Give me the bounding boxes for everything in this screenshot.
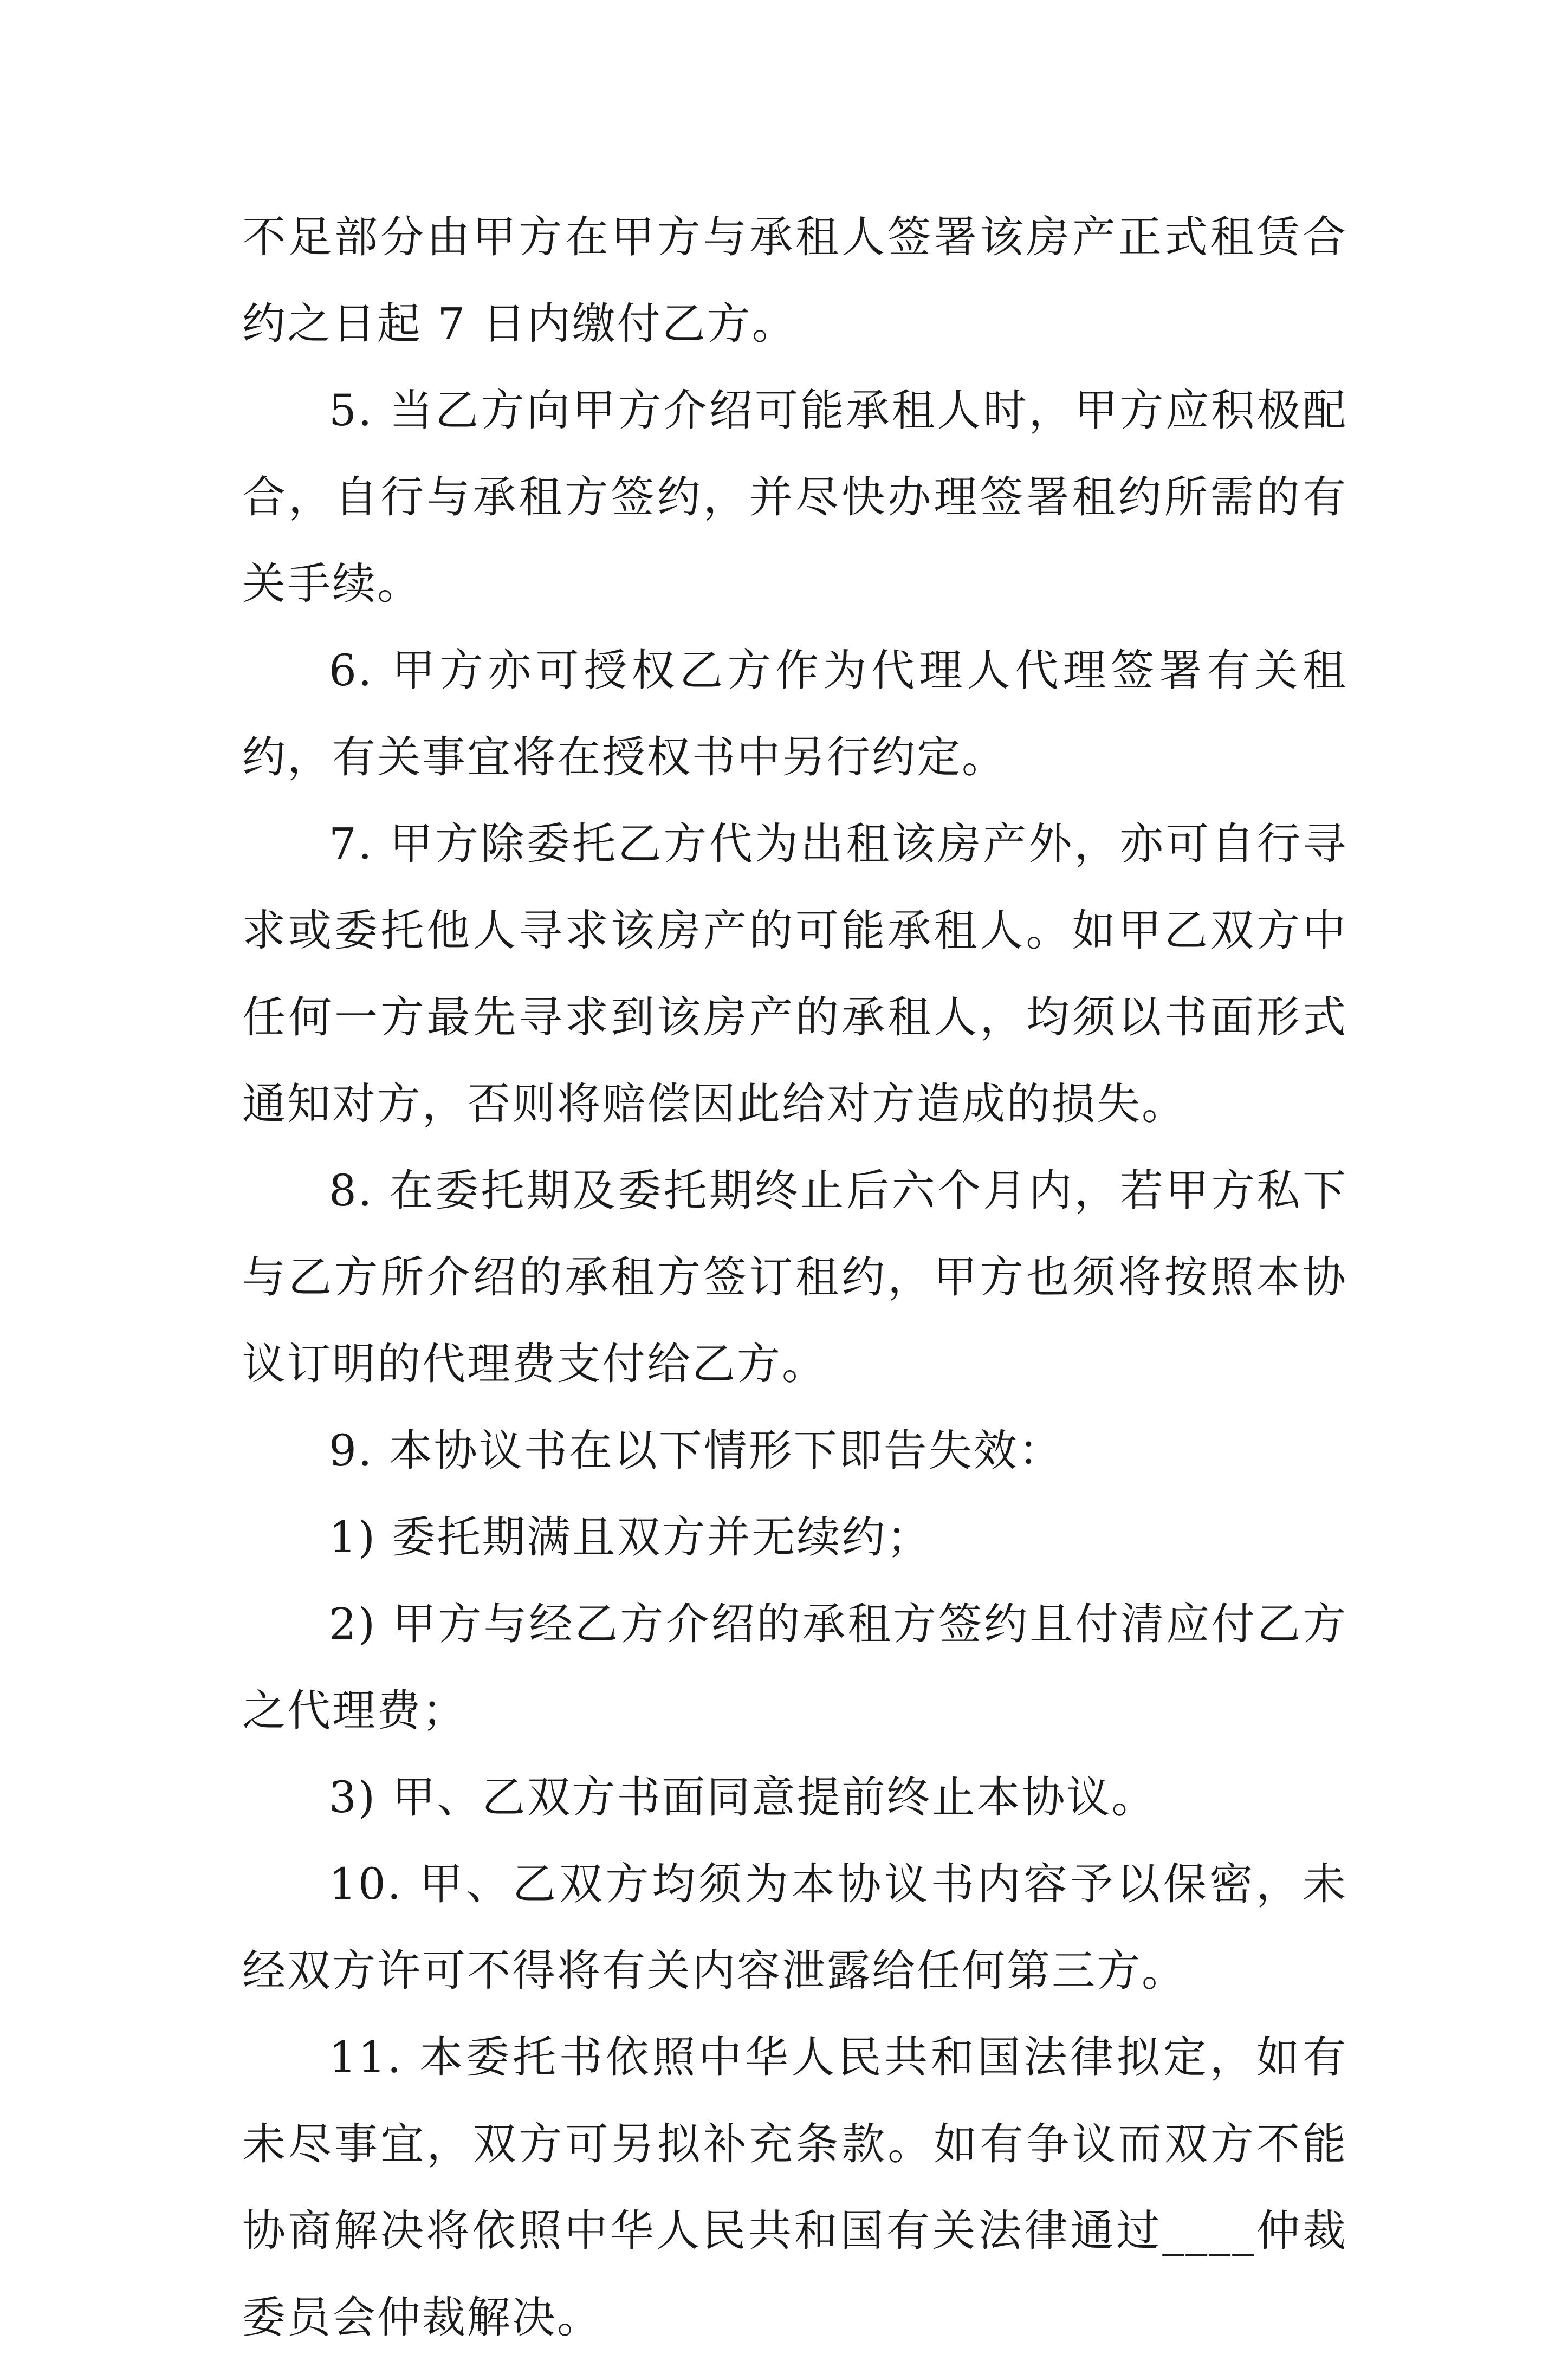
clause-9-item-2: 2) 甲方与经乙方介绍的承租方签约且付清应付乙方之代理费； (242, 1599, 1347, 1736)
clause-9-item-3: 3) 甲、乙双方书面同意提前终止本协议。 (329, 1772, 1157, 1822)
clause-9: 9. 本协议书在以下情形下即告失效： (329, 1425, 1064, 1476)
clause-10: 10. 甲、乙双方均须为本协议书内容予以保密，未经双方许可不得将有关内容泄露给任何第三方。 (242, 1859, 1347, 1996)
clause-6: 6. 甲方亦可授权乙方作为代理人代理签署有关租约，有关事宜将在授权书中另行约定。 (242, 645, 1347, 782)
clause-5: 5. 当乙方向甲方介绍可能承租人时，甲方应积极配合，自行与承租方签约，并尽快办理签署租约所需的有关手续。 (242, 385, 1347, 609)
document-body (242, 194, 1347, 2361)
clause-11: 11. 本委托书依照中华人民共和国法律拟定，如有未尽事宜，双方可另拟补充条款。如有争议而双方不能协商解决将依照中华人民共和国有关法律通过____仲裁委员会仲裁解决。 (242, 2032, 1347, 2343)
clause-7: 7. 甲方除委托乙方代为出租该房产外，亦可自行寻求或委托他人寻求该房产的可能承租人。如甲乙双方中任何一方最先寻求到该房产的承租人，均须以书面形式通知对方，否则将赔偿因此给对方造成的损失。 (242, 819, 1347, 1129)
paragraph-continuation: 不足部分由甲方在甲方与承租人签署该房产正式租赁合约之日起 7 日内缴付乙方。 (242, 212, 1347, 349)
clause-9-item-1: 1) 委托期满且双方并无续约； (329, 1512, 932, 1562)
clause-8: 8. 在委托期及委托期终止后六个月内，若甲方私下与乙方所介绍的承租方签订租约，甲方也须将按照本协议订明的代理费支付给乙方。 (242, 1165, 1347, 1389)
